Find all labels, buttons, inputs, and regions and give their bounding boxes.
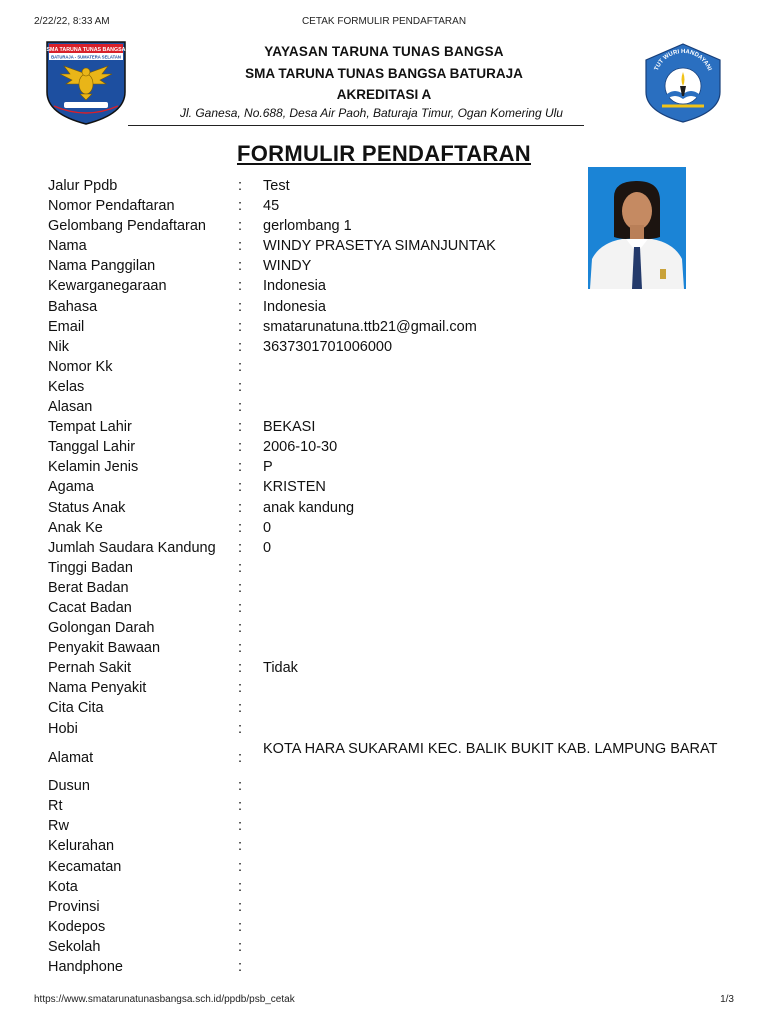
field-value: P [263,459,273,476]
field-label: Hobi [48,720,78,737]
field-label: Nomor Kk [48,358,113,375]
field-value: WINDY PRASETYA SIMANJUNTAK [263,238,496,255]
field-separator: : [238,778,243,795]
field-row [48,958,728,978]
field-row [48,679,728,699]
field-value: gerlombang 1 [263,218,352,235]
field-row [48,817,728,837]
field-row [48,837,728,857]
field-row [48,777,728,797]
letterhead-text [134,42,634,105]
field-separator: : [238,278,243,295]
field-separator: : [238,378,243,395]
field-value: Tidak [263,660,298,677]
logo-right-text: TUT WURI HANDAYANI [653,48,713,72]
field-row [48,898,728,918]
field-separator: : [238,499,243,516]
field-row [48,478,728,498]
field-label: Bahasa [48,298,98,315]
field-row [48,740,728,778]
tut-wuri-handayani-logo [640,42,726,124]
field-label: Nama Penyakit [48,680,147,697]
field-label: Cita Cita [48,700,104,717]
field-row [48,318,728,338]
field-label: Status Anak [48,499,126,516]
field-separator: : [238,399,243,416]
field-row [48,619,728,639]
field-separator: : [238,298,243,315]
field-label: Nama Panggilan [48,258,156,275]
registration-fields [48,177,728,978]
letterhead [34,40,734,132]
field-row [48,559,728,579]
field-row [48,378,728,398]
field-row [48,797,728,817]
print-datetime: 2/22/22, 8:33 AM [34,16,110,27]
field-row [48,639,728,659]
field-label: Kelamin Jenis [48,459,139,476]
accreditation: AKREDITASI A [336,87,432,102]
field-value: WINDY [263,258,312,275]
field-label: Agama [48,479,94,496]
school-logo [44,40,128,126]
field-value: Indonesia [263,278,326,295]
field-separator: : [238,640,243,657]
school-name: SMA TARUNA TUNAS BANGSA BATURAJA [245,66,523,81]
field-separator: : [238,439,243,456]
browser-print-header [34,16,734,30]
field-separator: : [238,238,243,255]
field-row [48,398,728,418]
field-separator: : [238,749,243,766]
field-label: Sekolah [48,938,101,955]
field-separator: : [238,878,243,895]
field-label: Nik [48,338,69,355]
field-label: Gelombang Pendaftaran [48,218,206,235]
field-row [48,418,728,438]
field-separator: : [238,660,243,677]
field-separator: : [238,519,243,536]
field-row [48,878,728,898]
field-separator: : [238,680,243,697]
field-separator: : [238,838,243,855]
field-value: 45 [263,198,280,215]
field-separator: : [238,898,243,915]
field-row [48,519,728,539]
field-separator: : [238,198,243,215]
field-separator: : [238,599,243,616]
field-row [48,699,728,719]
form-title: FORMULIR PENDAFTARAN [236,141,531,166]
logo-left-text-bottom: BATURAJA - SUMATERA SELATAN [51,54,121,60]
field-label: Kecamatan [48,858,122,875]
school-address: Jl. Ganesa, No.688, Desa Air Paoh, Baturaja Timur, Ogan Komering Ulu [180,106,563,120]
field-value: Test [263,178,290,194]
field-label: Berat Badan [48,579,129,596]
field-row [48,298,728,318]
field-row [48,659,728,679]
field-separator: : [238,798,243,815]
field-row [48,177,728,197]
field-separator: : [238,318,243,335]
field-row [48,438,728,458]
field-label: Alamat [48,749,94,766]
field-label: Email [48,318,85,335]
field-row [48,579,728,599]
field-separator: : [238,178,243,194]
field-row [48,197,728,217]
field-label: Handphone [48,958,123,975]
field-value: smatarunatuna.ttb21@gmail.com [263,318,477,335]
field-separator: : [238,620,243,637]
field-separator: : [238,858,243,875]
field-separator: : [238,559,243,576]
field-separator: : [238,258,243,275]
field-label: Jumlah Saudara Kandung [48,539,216,556]
field-row [48,257,728,277]
field-row [48,237,728,257]
field-label: Kelas [48,378,85,395]
field-value: KRISTEN [263,479,326,496]
field-row [48,918,728,938]
field-row [48,338,728,358]
field-separator: : [238,218,243,235]
field-separator: : [238,918,243,935]
field-row [48,599,728,619]
field-separator: : [238,700,243,717]
field-label: Jalur Ppdb [48,178,118,194]
field-separator: : [238,938,243,955]
field-label: Golongan Darah [48,620,155,637]
field-row [48,858,728,878]
field-label: Tinggi Badan [48,559,133,576]
field-separator: : [238,358,243,375]
print-page-number: 1/3 [720,994,734,1005]
field-label: Kodepos [48,918,106,935]
field-label: Rt [48,798,63,815]
field-label: Alasan [48,399,93,416]
field-label: Penyakit Bawaan [48,640,161,657]
field-row [48,458,728,478]
field-separator: : [238,479,243,496]
field-value: 3637301701006000 [263,338,393,355]
field-label: Dusun [48,778,90,795]
field-row [48,499,728,519]
field-value: 2006-10-30 [263,439,338,456]
field-label: Nama [48,238,87,255]
field-separator: : [238,459,243,476]
letterhead-rule [128,125,584,126]
field-row [48,720,728,740]
field-separator: : [238,579,243,596]
field-value: 0 [263,519,272,536]
foundation-name: YAYASAN TARUNA TUNAS BANGSA [264,44,504,59]
field-row [48,938,728,958]
field-value: 0 [263,539,272,556]
field-separator: : [238,539,243,556]
field-row [48,217,728,237]
field-value: anak kandung [263,499,355,516]
print-page-title: CETAK FORMULIR PENDAFTARAN [301,16,467,27]
field-separator: : [238,958,243,975]
field-label: Tempat Lahir [48,419,132,436]
field-label: Kota [48,878,78,895]
field-separator: : [238,818,243,835]
field-label: Pernah Sakit [48,660,132,677]
field-separator: : [238,720,243,737]
field-value: Indonesia [263,298,326,315]
field-separator: : [238,419,243,436]
field-row [48,277,728,297]
field-row [48,539,728,559]
field-value: KOTA HARA SUKARAMI KEC. BALIK BUKIT KAB. LAMPUNG BARAT [263,740,718,757]
field-row [48,358,728,378]
print-url: https://www.smatarunatunasbangsa.sch.id/ppdb/psb_cetak [34,994,295,1005]
field-label: Anak Ke [48,519,103,536]
field-label: Provinsi [48,898,100,915]
field-label: Rw [48,818,69,835]
field-label: Kewarganegaraan [48,278,167,295]
field-label: Nomor Pendaftaran [48,198,175,215]
field-value: BEKASI [263,419,316,436]
logo-left-text-top: SMA TARUNA TUNAS BANGSA [46,47,126,53]
field-label: Kelurahan [48,838,115,855]
field-label: Cacat Badan [48,599,132,616]
field-separator: : [238,338,243,355]
field-label: Tanggal Lahir [48,439,136,456]
